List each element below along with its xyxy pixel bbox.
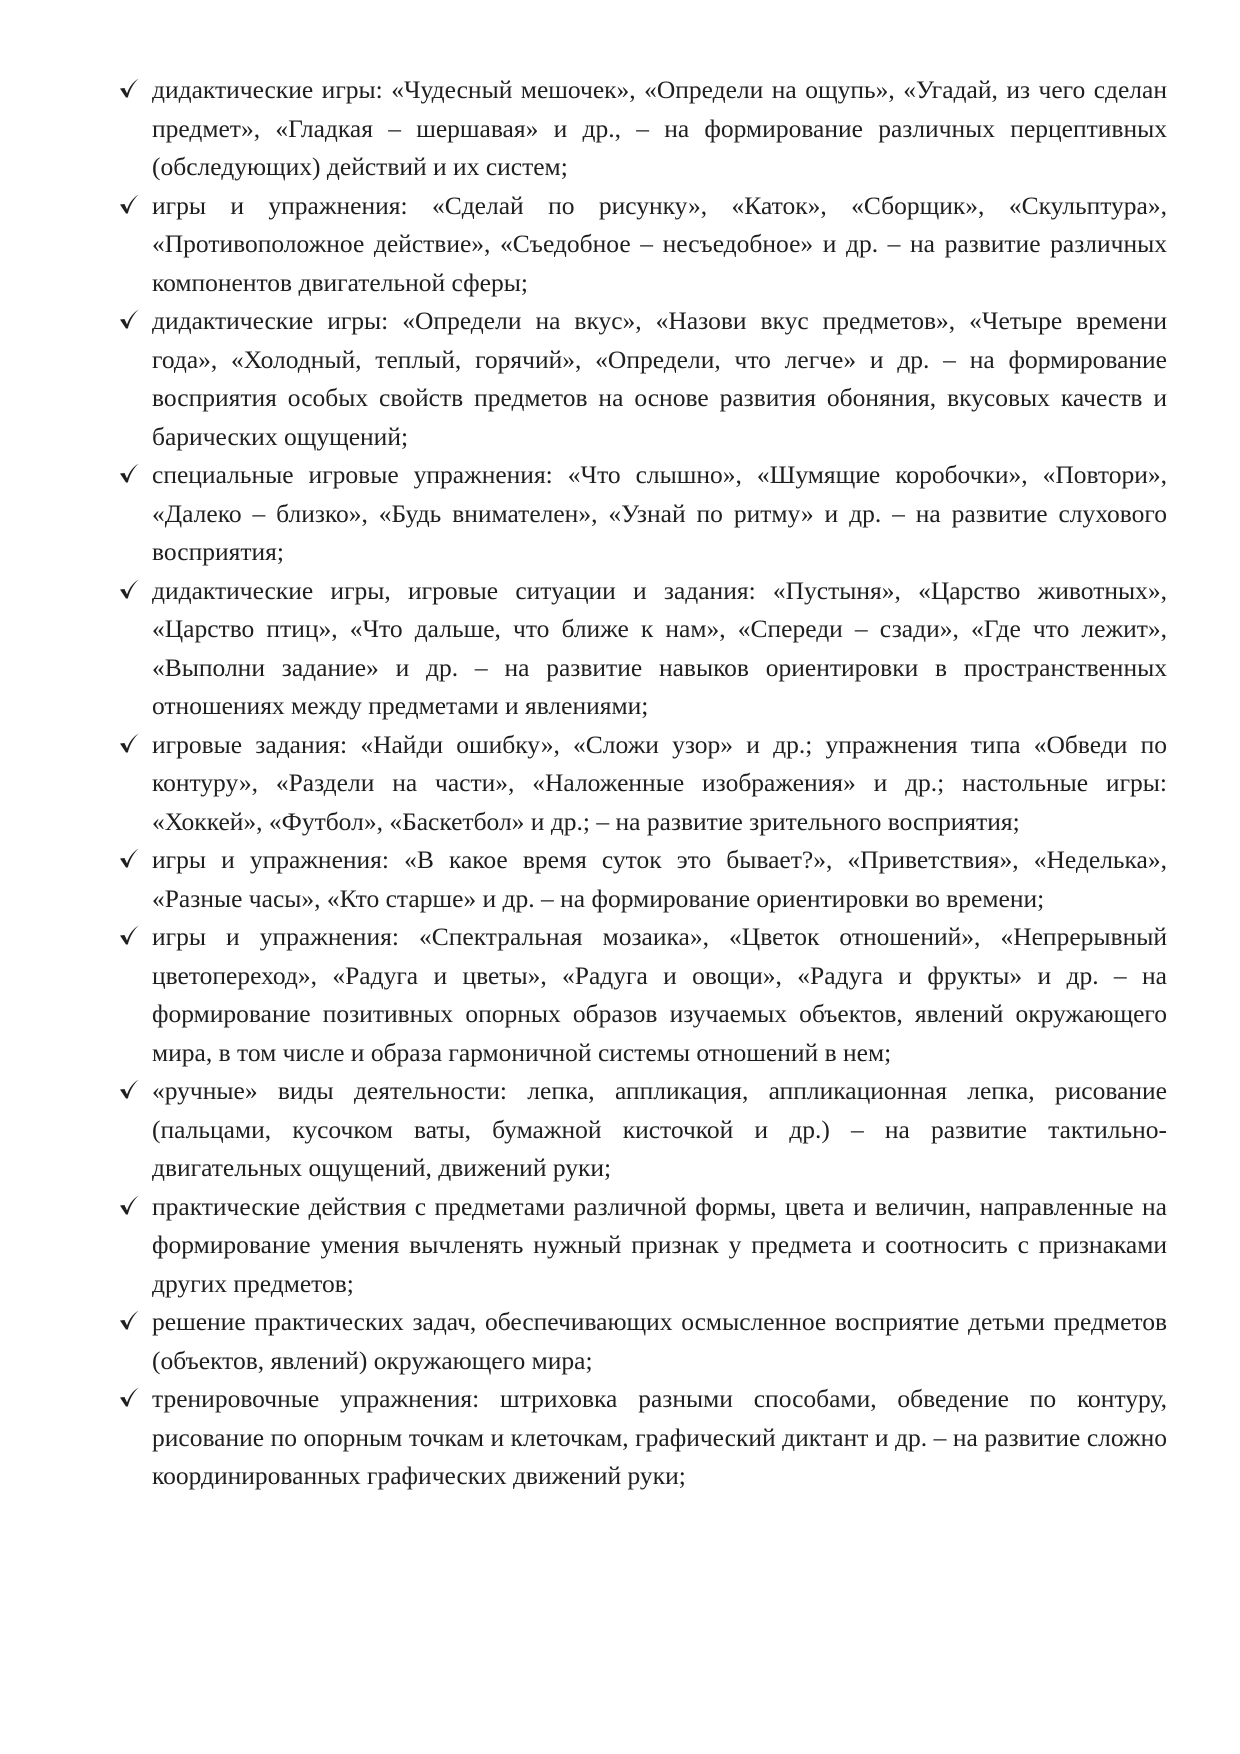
list-item-text: игры и упражнения: «Сделай по рисунку», «Каток», «Сборщик», «Скульптура», «Противоположное действие», «Съедобное – несъедобное» и др. – на развитие различных компонентов двигательной сферы;	[152, 190, 1167, 297]
list-item	[118, 1380, 1167, 1496]
list-item-text: дидактические игры: «Определи на вкус», «Назови вкус предметов», «Четыре времени года», «Холодный, теплый, горячий», «Определи, что легче» и др. – на формирование восприятия особых свойств предметов на основе развития обоняния, вкусовых качеств и барических ощущений;	[152, 306, 1167, 451]
check-mark-icon	[118, 462, 140, 484]
list-item	[118, 1072, 1167, 1188]
list-item-text: решение практических задач, обеспечивающих осмысленное восприятие детьми предметов (объектов, явлений) окружающего мира;	[152, 1307, 1167, 1375]
list-item	[118, 572, 1167, 726]
list-item-text: игры и упражнения: «Спектральная мозаика», «Цветок отношений», «Непрерывный цветопереход», «Радуга и цветы», «Радуга и овощи», «Радуга и фрукты» и др. – на формирование позитивных опорных образов изучаемых объектов, явлений окружающего мира, в том числе и образа гармоничной системы отношений в нем;	[152, 922, 1167, 1067]
check-mark-icon	[118, 924, 140, 946]
list-item-text: «ручные» виды деятельности: лепка, аппликация, аппликационная лепка, рисование (пальцами, кусочком ваты, бумажной кисточкой и др.) – на развитие тактильно-двигательных ощущений, движений руки;	[152, 1076, 1167, 1182]
check-mark-icon	[118, 847, 140, 869]
list-item	[118, 456, 1167, 572]
list-item	[118, 187, 1167, 303]
list-item	[118, 71, 1167, 187]
list-item	[118, 1303, 1167, 1380]
check-mark-icon	[118, 578, 140, 600]
check-mark-icon	[118, 1194, 140, 1216]
list-item-text: тренировочные упражнения: штриховка разными способами, обведение по контуру, рисование по опорным точкам и клеточкам, графический диктант и др. – на развитие сложно координированных графических движений руки;	[152, 1384, 1167, 1490]
list-item	[118, 841, 1167, 918]
list-item	[118, 302, 1167, 456]
bullet-list	[118, 71, 1167, 1496]
check-mark-icon	[118, 732, 140, 754]
list-item	[118, 1188, 1167, 1304]
list-item-text: игры и упражнения: «В какое время суток это бывает?», «Приветствия», «Неделька», «Разные часы», «Кто старше» и др. – на формирование ориентировки во времени;	[152, 845, 1167, 913]
check-mark-icon	[118, 1309, 140, 1331]
check-mark-icon	[118, 1078, 140, 1100]
list-item	[118, 918, 1167, 1072]
check-mark-icon	[118, 308, 140, 330]
list-item	[118, 726, 1167, 842]
list-item-text: игровые задания: «Найди ошибку», «Сложи узор» и др.; упражнения типа «Обведи по контуру», «Раздели на части», «Наложенные изображения» и др.; настольные игры: «Хоккей», «Футбол», «Баскетбол» и др.; – на развитие зрительного восприятия;	[152, 729, 1167, 836]
check-mark-icon	[118, 193, 140, 215]
check-mark-icon	[118, 1386, 140, 1408]
list-item-text: практические действия с предметами различной формы, цвета и величин, направленные на формирование умения вычленять нужный признак у предмета и соотносить с признаками других предметов;	[152, 1191, 1167, 1298]
list-item-text: специальные игровые упражнения: «Что слышно», «Шумящие коробочки», «Повтори», «Далеко – близко», «Будь внимателен», «Узнай по ритму» и др. – на развитие слухового восприятия;	[152, 460, 1167, 566]
list-item-text: дидактические игры, игровые ситуации и задания: «Пустыня», «Царство животных», «Царство птиц», «Что дальше, что ближе к нам», «Спереди – сзади», «Где что лежит», «Выполни задание» и др. – на развитие навыков ориентировки в пространственных отношениях между предметами и явлениями;	[152, 575, 1167, 720]
list-item-text: дидактические игры: «Чудесный мешочек», «Определи на ощупь», «Угадай, из чего сделан предмет», «Гладкая – шершавая» и др., – на формирование различных перцептивных (обследующих) действий и их систем;	[152, 75, 1167, 181]
check-mark-icon	[118, 77, 140, 99]
